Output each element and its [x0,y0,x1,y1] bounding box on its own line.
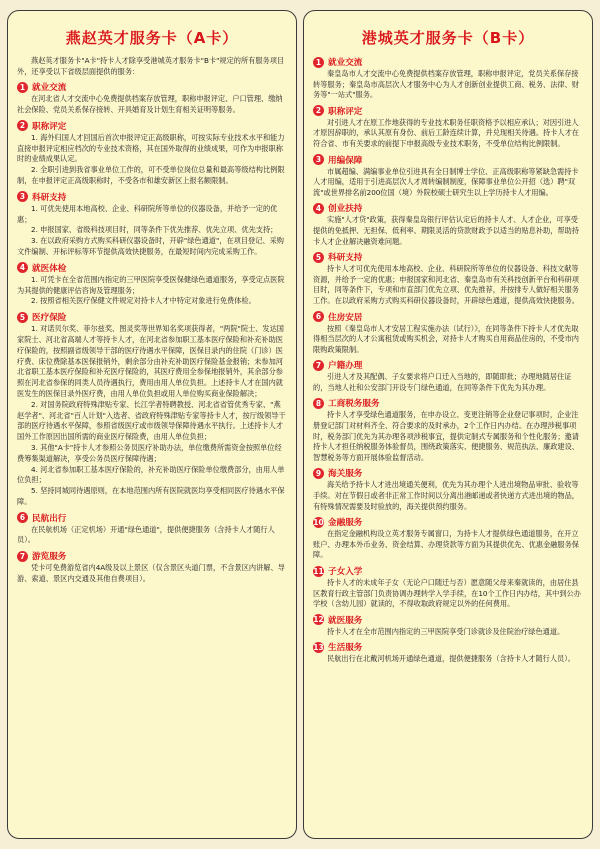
section-paragraph: 在指定金融机构设立英才服务专属窗口，为持卡人才提供绿色通道服务，在开立账户、办理本外币业务、资金结算、办理贷款等方面为其提供优先、优惠金融服务保障。 [313,529,579,560]
section [17,512,287,547]
section-title: 住房安居 [328,312,363,323]
section-title: 就业交流 [32,83,67,94]
section-title: 工商税务服务 [328,399,380,410]
section-paragraph: 实施"人才贷"政策，获得秦皇岛银行评估认定后的持卡人才、人才企业，可享受提供的免抵押、无担保、低利率、期限灵活的贷款财政予以适当的贴息补助，帮助持卡人才企业解决融资难问题。 [313,215,579,246]
section-paragraph: 4. 河北省参加职工基本医疗保险的，补充补助医疗保险单位缴费部分，由用人单位负担； [17,464,285,485]
section [313,467,583,512]
section [17,81,287,116]
section-number-badge: 5 [17,312,28,323]
section-paragraph: 凭卡可免费游览省内4A级及以上景区（仅含景区头道门票，不含景区内讲解、导游、索道、景区内交通及其他自费项目）。 [17,563,285,584]
section-number-badge: 6 [313,311,324,322]
card-a-panel [7,10,297,839]
section-title: 海关服务 [328,469,363,480]
section-paragraph: 市属超编、满编事业单位引进具有全日制博士学位、正高级职称等紧缺急需持卡人才用编，适用于引进高层次人才周转编制制度，保障事业单位公开招（选）聘"双流"或世界排名前200位国（境）外院校硕士研究生以上学历持卡人才用编。 [313,166,579,197]
section-title: 科研支持 [328,253,363,264]
section [313,516,583,561]
section-header [17,262,287,274]
section [313,251,583,306]
section-paragraph: 在民航机场（正定机场）开通"绿色通道"，提供便捷服务（含持卡人才随行人员）。 [17,524,275,545]
section [313,565,583,610]
section [313,641,583,665]
section-title: 就医体检 [32,263,67,274]
section-title: 民航出行 [32,513,67,524]
section-header [313,397,583,409]
section-title: 就业交流 [328,58,363,68]
section [313,202,583,247]
section [313,614,583,638]
section [17,191,287,258]
section-header [313,202,583,214]
section [313,154,583,199]
section-header [313,516,583,528]
section [17,120,287,187]
section-paragraph: 在河北省人才交流中心免费提供档案存放管理，职称申报评定、户口管理、缴纳社会保险、党员关系保存接转、开具婚育及计划生育相关证明等服务。 [17,94,283,114]
section-title: 用编保障 [328,155,363,166]
section-paragraph: 按照《秦皇岛市人才安居工程实施办法（试行）》，在同等条件下持卡人才优先取得相当层次的人才公寓租赁或购买机会，对持卡人才购买自用商品住房的，不受市内限购政策限制。 [313,323,579,354]
section [313,311,583,356]
section-paragraph: 1. 对诺贝尔奖、菲尔兹奖、图灵奖等世界知名奖项获得者，"两院"院士、发达国家院士、河北省高端人才等持卡人才，在河北省参加职工基本医疗保险和补充补助医疗保险的，按照副省级领导干部的医疗待遇水平保障，医保目录内的住院（门诊）医疗费、床位费除基本医保报销外，剩余部分由补充补助医疗保险基金报销；未参加河北省职工基本医疗保险和补充医疗保险的，其医疗费用全参保地报销外，其余部分参照在河北省参保的同类人员待遇执行，费用由用人单位负担。上述持卡人才在国内就医发生的医保目录外医疗费，由用人单位负担或用人单位购买商业保险解决； [17,324,284,398]
section-title: 户籍办理 [328,361,363,372]
section-title: 职称评定 [32,121,67,132]
card-b-title: 港城英才服务卡（B卡） [361,29,535,47]
section [313,359,583,393]
section-header [313,56,583,68]
section-title: 创业扶持 [328,204,363,215]
section-paragraph: 引进人才及其配偶、子女要求将户口迁入当地的，即随即批；办理地随居住证的，当地人社和公安部门开设专门绿色通道，在同等条件下优先为其办理。 [313,372,572,392]
section-header [17,191,287,203]
section-header [17,81,287,93]
section-number-badge: 9 [313,468,324,479]
section-header [313,614,583,626]
card-a-intro: 燕赵英才服务卡"A卡"持卡人才除享受港城英才服务卡"B卡"规定的所有服务项目外，还享受以下省级层面提供的服务： [17,56,285,76]
section-number-badge: 12 [313,615,324,625]
section-paragraph: 1. 海外归国人才回国后首次申报评定正高级职称，可按实际专业技术水平和能力直接申报评定相应档次的专业技术资格，其在国外取得的业绩成果，可作为申报职称时的业绩成果认定。 [17,132,285,164]
section-number-badge: 4 [313,203,324,214]
section-paragraph: 持卡人才享受绿色通道服务，在申办设立、变更注销等企业登记事项时，企业注册登记部门对材料齐全、符合要求的及时承办，2个工作日内办结。在办理涉税事项时，税务部门优先为其办理各项涉税事宜，提供定制式专属服务和个性化服务；邀请持卡人才担任纳税服务体验督员，围绕政策落实、便捷服务、规范执法、廉政建设、智慧税务等方面开展体验监督活动。 [313,410,579,462]
section [313,397,583,463]
section-header [313,311,583,323]
section-title: 科研支持 [32,192,67,203]
section-header [313,251,583,263]
section-header [17,120,287,132]
section [17,550,287,585]
section-title: 金融服务 [328,518,363,529]
section-header [313,154,583,166]
section-paragraph: 5. 坚持同城同待遇原则，在本地范围内所有医院就医均享受相同医疗待遇水平保障。 [17,486,285,506]
section-number-badge: 3 [313,154,324,165]
section-paragraph: 持卡人才可优先使用本地高校、企业、科研院所等单位的仪器设备、科技文献等资源，并给予一定的优惠；申报国家和河北省、秦皇岛市有关科技创新平台和科研项目时，同等条件下，专项和市直部门优先立项、优先推荐，并按排专人做好相关服务工作。在以政府采购方式购买科研仪器设备时，开辟绿色通道，提供高效快捷服务。 [313,264,579,305]
section-header [313,359,583,371]
card-a-sections [17,81,287,585]
section-number-badge: 8 [313,398,324,409]
card-b-panel [303,10,593,839]
section-header [313,565,583,577]
section-paragraph: 秦皇岛市人才交流中心免费提供档案存放管理，职称申报评定，党员关系保存接转等服务；秦皇岛市高层次人才服务中心为人才创新创业提供工商、税务、法律、财务等"一站式"服务。 [313,69,579,100]
section-paragraph: 1. 可凭卡在全省范围内指定的三甲医院享受医保健绿色通道服务，享受定点医院为其提供的健康评估咨询及管理服务； [17,274,285,295]
section-paragraph: 3. 其他"A卡"持卡人才参照公务员医疗补助办法，单位缴费所需资金按照单位经费筹集渠道解决，享受公务员医疗保障待遇； [17,442,282,463]
card-a-title: 燕赵英才服务卡（A卡） [65,29,239,47]
section-number-badge: 10 [313,517,324,527]
section-paragraph: 3. 在以政府采购方式购买科研仪器设备时，开辟"绿色通道"，在项目登记、采购文件编制、开标评标等环节提供高效快捷服务，在最短时间内完成采购工作。 [17,236,284,256]
section-number-badge: 5 [313,252,324,263]
section-header [17,512,287,524]
section-paragraph: 持卡人才的未成年子女（无论户口随迁与否）愿意随父母来秦就读的，由居住县区教育行政主管部门负责协调办理转学入学手续，在10个工作日内办结，其中到公办学校（含幼儿园）就读的，不得收取政府规定以外的任何费用。 [313,578,581,609]
section-number-badge: 4 [17,262,28,273]
section [313,105,583,150]
section-paragraph: 持卡人才在全市范围内指定的三甲医院享受门诊就诊及住院治疗绿色通道。 [327,626,565,636]
section-paragraph: 民航出行在北戴河机场开通绿色通道，提供便捷服务（含持卡人才随行人员）。 [327,654,575,664]
section-number-badge: 2 [313,105,324,116]
section-paragraph: 对引进人才在原工作地获得的专业技术职务任职资格予以相应承认；对因引进人才原因辞职的，承认其原有身份、前后工龄连续计算，并兑现相关待遇。持卡人才在符合省、市有关要求的前提下申报高级专业技术职务，不受单位结构比例限制。 [313,117,579,148]
section-number-badge: 1 [17,82,28,93]
section-number-badge: 13 [313,642,324,652]
section-header [313,105,583,117]
section-paragraph: 海关给予持卡人才进出境通关便利，优先为其办理个人进出境物品审批、验收等手续。对在节假日或者非正常工作时间以分离出港邮递或者快递方式进出境的物品，有特殊情况需要及时验放的，海关提供预约服务。 [313,480,579,511]
section-paragraph: 2. 按照省相关医疗保健文件规定对持卡人才中特定对象进行免费体检。 [31,296,256,306]
section-paragraph: 1. 可优先使用本地高校、企业、科研院所等单位的仪器设备，并给予一定的优惠； [17,203,278,224]
card-b-sections [313,56,583,665]
section-number-badge: 6 [17,512,28,523]
section-number-badge: 2 [17,120,28,131]
section-number-badge: 11 [313,566,324,576]
section-paragraph: 2. 全职引进到我省事业单位工作的，可不受单位岗位总量和最高等级结构比例限制，在申报评定正高级职称时，不受各市和雄安新区上报名额限制。 [17,165,285,185]
section-header [17,311,287,323]
section-number-badge: 7 [313,360,324,371]
section-title: 子女入学 [328,567,363,577]
section-header [17,550,287,562]
section-number-badge: 7 [17,551,28,562]
section-paragraph: 2. 申报国家、省级科技项目时，同等条件下优先推荐、优先立项、优先支持； [31,225,278,235]
section-header [313,467,583,479]
section [17,311,287,508]
section-header [313,641,583,653]
section-title: 医疗保险 [32,313,67,324]
section-title: 游览服务 [32,552,67,563]
section-title: 职称评定 [328,106,363,117]
section-title: 生活服务 [328,643,363,654]
section [313,56,583,101]
section-number-badge: 3 [17,191,28,202]
section-title: 就医服务 [328,615,363,626]
section-paragraph: 2. 对国务院政府特殊津贴专家、长江学者特聘教授、河北省省管优秀专家、"燕赵学者"、河北省"百人计划"入选者、省政府特殊津贴专家等持卡人才，按厅级领导干部的医疗待遇水平保障，参照省级医疗或市级领导保障待遇水平执行。上述持卡人才国外工作原因出国所需的商业医疗保险费，由用人单位负担； [17,399,286,442]
section-number-badge: 1 [313,57,324,68]
section [17,262,287,307]
